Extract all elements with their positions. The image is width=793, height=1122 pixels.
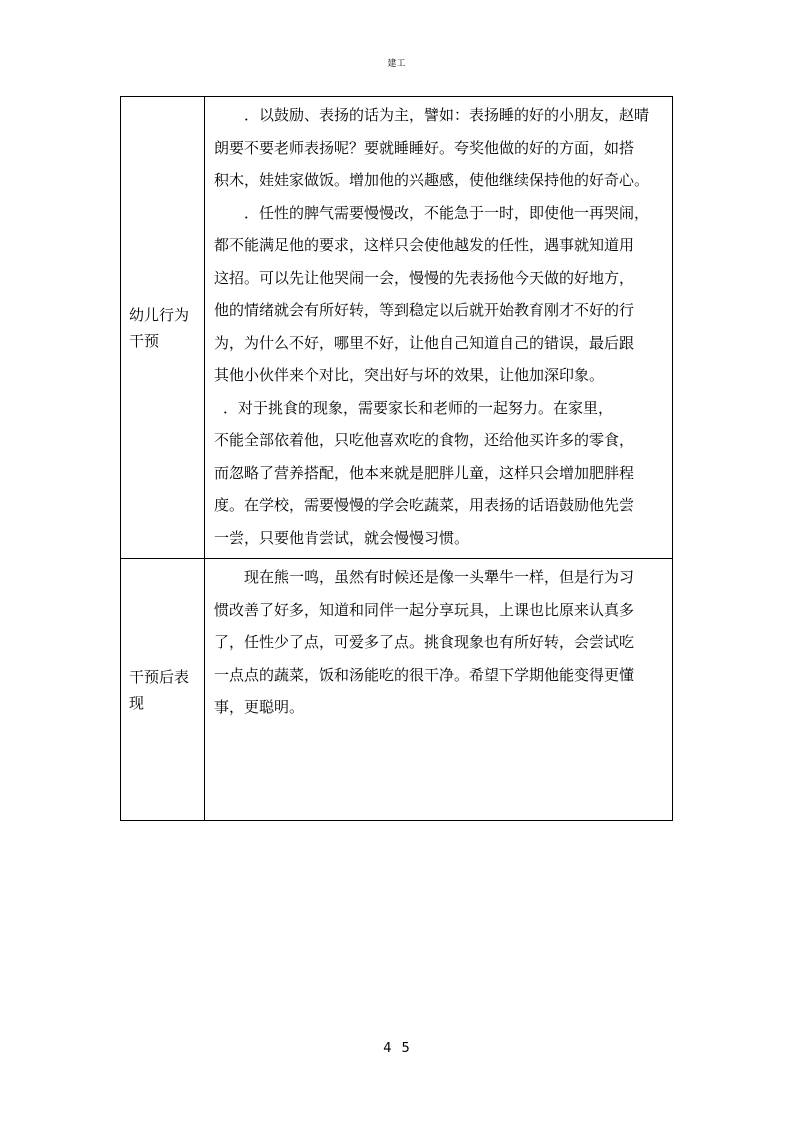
row-label-line: 现 [129, 693, 145, 712]
page-number: 45 [383, 1041, 420, 1056]
row-label-line: 干预 [129, 331, 160, 350]
text-line: 惯改善了好多，知道和同伴一起分享玩具，上课也比原来认真多 [214, 600, 635, 619]
text-line: 而忽略了营养搭配，他本来就是肥胖儿童，这样只会增加肥胖程 [214, 463, 635, 482]
text-line: 了，任性少了点，可爱多了点。挑食现象也有所好转，会尝试吃 [214, 633, 635, 651]
text-line: 都不能满足他的要求，这样只会使他越发的任性，遇事就知道用 [214, 236, 635, 254]
text-line: 为，为什么不好，哪里不好，让他自己知道自己的错误，最后跟 [214, 333, 635, 352]
text-line: 积木，娃娃家做饭。增加他的兴趣感，使他继续保持他的好奇心。 [214, 171, 650, 189]
row-label-line: 幼儿行为 [129, 305, 190, 324]
text-line: 不能全部依着他，只吃他喜欢吃的食物，还给他买许多的零食， [214, 431, 635, 449]
record-table [120, 96, 673, 821]
page-header: 建工 [387, 59, 406, 69]
text-line: 一点点的蔬菜，饭和汤能吃的很干净。希望下学期他能变得更懂 [214, 665, 635, 684]
text-line: 其他小伙伴来个对比，突出好与坏的效果，让他加深印象。 [214, 366, 605, 384]
row-label-post-intervention [121, 559, 205, 821]
text-line: 度。在学校，需要慢慢的学会吃蔬菜，用表扬的话语鼓励他先尝 [214, 496, 635, 514]
row-content-intervention [205, 97, 673, 559]
text-line: 这招。可以先让他哭闹一会，慢慢的先表扬他今天做的好地方， [214, 268, 635, 287]
table-row [121, 559, 673, 821]
row-label-intervention [121, 97, 205, 559]
text-line: 事，更聪明。 [214, 698, 305, 716]
text-line: 一尝，只要他肯尝试，就会慢慢习惯。 [214, 528, 470, 547]
row-content-post-intervention [205, 559, 673, 821]
text-line: ．以鼓励、表扬的话为主，譬如：表扬睡的好的小朋友，赵晴 [244, 106, 650, 124]
row-label-line: 干预后表 [129, 667, 190, 686]
text-line: 他的情绪就会有所好转，等到稳定以后就开始教育刚才不好的行 [214, 301, 635, 319]
text-line: ．对于挑食的现象，需要家长和老师的一起努力。在家里， [223, 398, 614, 417]
text-line: 现在熊一鸣，虽然有时候还是像一头犟牛一样，但是行为习 [244, 568, 635, 586]
text-line: ．任性的脾气需要慢慢改，不能急于一时，即使他一再哭闹， [244, 203, 650, 222]
text-line: 朗要不要老师表扬呢？要就睡睡好。夸奖他做的好的方面，如搭 [214, 138, 635, 157]
table-row [121, 97, 673, 559]
